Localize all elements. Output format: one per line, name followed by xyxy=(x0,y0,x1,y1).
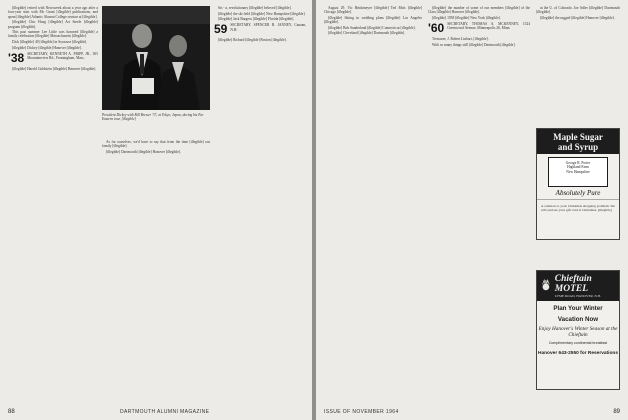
right-page xyxy=(316,0,628,420)
photo-image xyxy=(102,6,210,110)
chief-head-icon xyxy=(540,279,552,293)
divider xyxy=(537,199,619,200)
class-secretary: SECRETARY, SPENCER R. JANNEY, Canaan, N.H. xyxy=(230,23,306,32)
right-column-2 xyxy=(428,6,530,406)
maple-can-label xyxy=(548,157,608,187)
label-line: George R. Porter xyxy=(565,161,591,165)
motel-headline: Vacation Now xyxy=(557,316,599,323)
paragraph: [illegible] the rugged [illegible] Hanover [illegible]. xyxy=(540,15,615,20)
left-column-1 xyxy=(8,6,98,406)
paragraph: [illegible] the number of some of our members [illegible] of the Class [illegible] Hanover [illegible]. xyxy=(428,6,530,15)
left-page xyxy=(0,0,312,420)
paragraph: [illegible] retired with Newsweek about a year ago after a four-year stint with Mr. Grant [illegible] publications, and spent [illegible] Atlantic Alumni College session at [illegible]. xyxy=(8,6,98,19)
motel-tagline: Enjoy Hanover's Winter Season at the Chieftain xyxy=(538,326,618,338)
paragraph: [illegible] Chic Hoag [illegible] Art Steele [illegible] program [illegible]. xyxy=(8,20,98,29)
motel-address: LYME ROAD, HANOVER, N.H. xyxy=(554,294,602,298)
paragraph: [illegible] Dickey [illegible] Hanover [illegible]. xyxy=(12,45,82,50)
paragraph: Sis - a, revolutionary [illegible] beloved [illegible]. xyxy=(218,6,292,10)
page-number-right: 89 xyxy=(613,409,620,415)
paragraph: [illegible] Skiing in wedding plans [illegible] Los Angeles [illegible]. xyxy=(324,15,422,25)
paragraph: [illegible] Jack Burgess [illegible] Florida [illegible]. xyxy=(218,17,295,22)
class-secretary: SECRETARY, KENNETH A. FRIPP, JR., 305 Mountainview Rd., Framingham, Mass. xyxy=(27,51,98,61)
maple-ad-headline: Maple Sugar xyxy=(553,132,603,142)
paragraph: [illegible] the ski field [illegible] New Hampshire [illegible]. xyxy=(218,11,306,16)
motel-headline: Plan Your Winter xyxy=(553,305,603,312)
left-column-2 xyxy=(102,140,210,406)
motel-name: Chieftain MOTEL xyxy=(554,274,592,294)
right-column-3 xyxy=(536,6,620,124)
motel-phone: Hanover 643-2550 for Reservations xyxy=(538,351,618,357)
paragraph: [illegible] 1958 [illegible] New York [illegible]. xyxy=(432,15,501,20)
photo-caption: President Dickey with Bill Brewer '37, at Tokyo, Japan, during his Far Eastern tour. [illegible] xyxy=(102,113,204,122)
paragraph: With so many things still [illegible] Dartmouth [illegible]. xyxy=(432,42,516,47)
label-line: New Hampshire xyxy=(566,169,590,174)
class-heading-1960 xyxy=(428,22,530,34)
class-year: '38 xyxy=(8,50,25,65)
paragraph: This past summer Lee Little was honored [illegible] a family celebration [illegible] Massachusetts [illegible]. xyxy=(8,30,98,39)
paragraph: [illegible] Cleveland [illegible] Dartmouth [illegible]. xyxy=(328,31,406,36)
left-column-3 xyxy=(214,6,306,406)
class-heading-1938 xyxy=(8,52,98,64)
running-head-left: DARTMOUTH ALUMNI MAGAZINE xyxy=(120,409,210,415)
paragraph: [illegible] Richard [illegible] Boston [illegible]. xyxy=(218,38,287,43)
class-secretary: SECRETARY, THOMAS A. MCKENNEY, 1524 Greenwood Avenue, Minneapolis 26, Minn. xyxy=(447,22,530,31)
maple-ad-copy: A solution to your Christmas shopping problem. We will enclose your gift card at Christmas. [illegible] xyxy=(541,203,615,212)
running-head-right: ISSUE OF NOVEMBER 1964 xyxy=(324,409,399,415)
motel-ad-header xyxy=(537,271,619,301)
class-heading-1959 xyxy=(214,23,306,35)
paragraph: As for ourselves, we'd have to say that from the time [illegible] our family [illegible]. xyxy=(102,140,210,149)
right-column-1 xyxy=(324,6,422,406)
class-year: 59 xyxy=(214,22,228,37)
paragraph: Dick [illegible] 40 [illegible] in Syracuse [illegible]. xyxy=(12,39,88,44)
maple-ad-tagline: Absolutely Pure xyxy=(555,189,601,197)
paragraph: Treasurer, J. Robert Linhart, [illegible]. xyxy=(432,37,489,42)
maple-sugar-ad xyxy=(536,128,620,240)
chieftain-motel-ad xyxy=(536,270,620,390)
paragraph: at the U. of Colorado. Joe Adler [illegible] Dartmouth [illegible]. xyxy=(536,6,620,15)
page-number-left: 88 xyxy=(8,409,15,415)
paragraph: [illegible] Bob Sunderland [illegible] Connecticut [illegible]. xyxy=(328,25,416,30)
maple-ad-header xyxy=(537,129,619,154)
paragraph: [illegible] Harold Goldstein [illegible] Hanover [illegible]. xyxy=(12,66,97,71)
paragraph: August 29. Vic Brinkmeyer [illegible] Ted Mott [illegible] Chicago [illegible]. xyxy=(324,6,422,15)
class-year: '60 xyxy=(428,21,445,36)
dickey-photo xyxy=(102,6,210,110)
paragraph: [illegible] Dartmouth [illegible] Hanover [illegible]. xyxy=(106,149,181,154)
label-line: Highland Farm xyxy=(567,165,589,170)
motel-amenity: Complimentary continental breakfast xyxy=(548,341,608,345)
maple-ad-headline: and Syrup xyxy=(557,142,599,152)
